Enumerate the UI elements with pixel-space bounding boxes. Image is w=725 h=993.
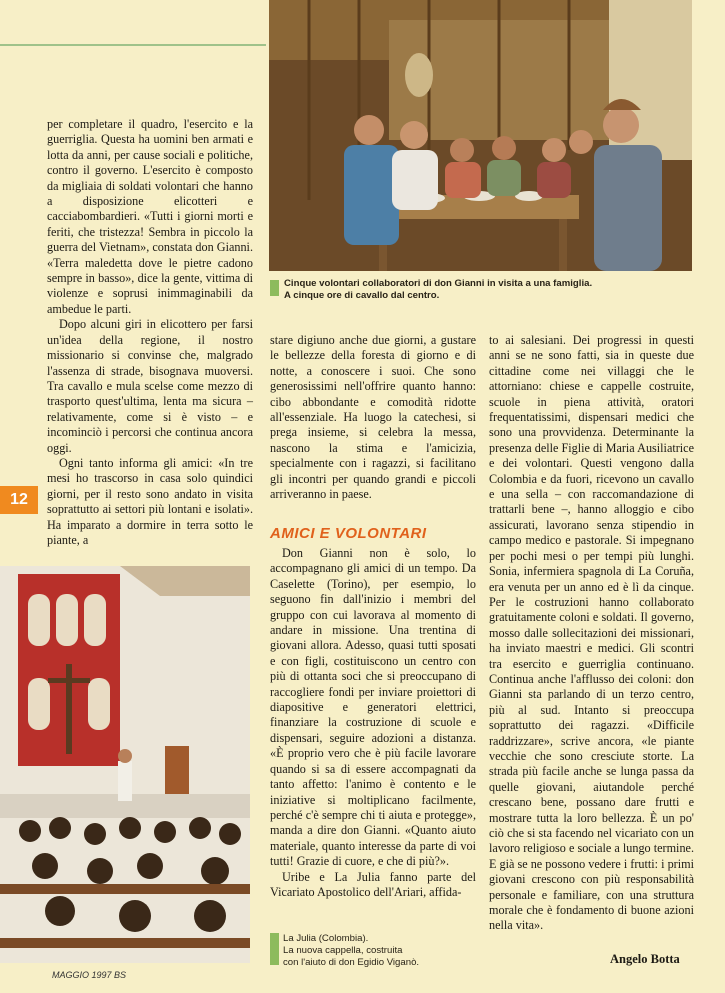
paragraph: Uribe e La Julia fanno parte del Vicariato Apostolico dell'Ariari, affida- bbox=[270, 869, 476, 899]
caption-line: A cinque ore di cavallo dal centro. bbox=[284, 290, 440, 301]
caption-marker bbox=[270, 280, 279, 296]
photo-volunteers-family bbox=[269, 0, 692, 271]
paragraph: Ogni tanto informa gli amici: «In tre mesi ho trascorso in casa solo quindici giorni, per il resto sono andato in visita soprattutto ai settori più lontani e isolati». Ha imparato a dormire in terra sotto le piante, a bbox=[47, 455, 253, 547]
paragraph: stare digiuno anche due giorni, a gustare le bellezze della foresta di giorno e di notte, a conoscere i suoi. Che sono generosissimi nell'offrire quanto hanno: cibo abbondante e comodità ridotte all'essenziale. Ha luogo la catechesi, si prega insieme, si celebra la messa, nascono la stima e l'amicizia, specialmente con i ragazzi, si facilitano gli incontri per quando grandi e piccoli arriveranno in paese. bbox=[270, 333, 476, 502]
photo-top-caption bbox=[284, 278, 704, 302]
caption-line: La nuova cappella, costruita bbox=[283, 945, 403, 956]
caption-line: Cinque volontari collaboratori di don Gianni in visita a una famiglia. bbox=[284, 278, 593, 289]
paragraph: Don Gianni non è solo, lo accompagnano gli amici di un tempo. Da Caselette (Torino), per esempio, lo seguono fin dall'inizio i membri del gruppo con cui lavorava al momento di andare in missione. Una trentina di giovani allora. Adesso, quasi tutti sposati e con figli, costituiscono un centro con più di ottanta soci che si preoccupano di raccogliere fondi per inviare proiettori di diapositive e generatori elettrici, finanziare la costruzione di scuole e dispensari, seguire adozioni a distanza. «È proprio vero che è più facile lavorare quando si sa di essere accompagnati da tanto affetto: l'animo è contento e le iniziative si moltiplicano facilmente, perché c'è sempre chi ti aiuta e protegge», manda a dire don Gianni. «Quanto aiuto materiale, quanto interesse da parte di voi tutti! Grazie di cuore, e che di più?». bbox=[270, 546, 476, 869]
page-number-badge: 12 bbox=[0, 486, 38, 514]
photo-chapel-interior bbox=[0, 566, 250, 963]
page-footer: MAGGIO 1997 BS bbox=[52, 970, 127, 980]
paragraph: Dopo alcuni giri in elicottero per farsi un'idea della regione, il nostro missionario si convinse che, malgrado l'assenza di strade, bisognava muoversi. Tra cavallo e mula scelse come mezzo di trasporto quest'ultima, lenta ma sicura – relativamente, come si è visto – e incominciò i percorsi che continua ancora oggi. bbox=[47, 317, 253, 455]
caption-line: La Julia (Colombia). bbox=[283, 933, 369, 944]
text-column-1 bbox=[47, 117, 253, 548]
top-green-rule bbox=[0, 44, 266, 46]
section-heading: AMICI E VOLONTARI bbox=[270, 525, 427, 542]
text-column-2-top bbox=[270, 333, 476, 502]
photo-bottom-caption bbox=[283, 933, 483, 969]
text-column-2-bottom bbox=[270, 546, 476, 900]
paragraph: per completare il quadro, l'esercito e la guerriglia. Questa ha uomini ben armati e lotta da anni, per cause sociali e politiche, contro il governo. L'esercito è composto da migliaia di soldati volontari che hanno a disposizione elicotteri e cacciabombardieri. «Tutti i giorni morti e feriti, che tristezza! Sembra in piccolo la guerra del Vietnam», constata don Gianni. «Terra maledetta dove le pietre cadono sempre in basso», dice la gente, vittima di violenze e soprusi inimmaginabili da ambedue le parti. bbox=[47, 117, 253, 316]
author-signature: Angelo Botta bbox=[610, 952, 680, 966]
caption-marker bbox=[270, 933, 279, 965]
paragraph: to ai salesiani. Dei progressi in questi anni se ne sono fatti, sia in queste due cittadine come nei villaggi che le attorniano: chiese e cappelle costruite, scuole in piena attività, oratori frequentatissimi, dispensari medici che sono una provvidenza. Determinante la presenza delle Figlie di Maria Ausiliatrice e dei volontari. Questi vengono dalla Colombia e da fuori, ricevono un cavallo e una sella – con raccomandazione di trattarli bene –, hanno alloggio e cibo assicurati, lavorano senza stipendio in campo medico e pastorale. Si impegnano per pochi mesi o per tempi più lunghi. Sonia, infermiera spagnola di La Coruña, era venuta per un anno ed è lì da cinque. Per le costruzioni hanno collaborato gratuitamente coloni e soldati. Il governo, mosso dalle sollecitazioni dei missionari, ha inviato maestri e medici. Gli scontri tra esercito e guerriglia continuano. Continua anche l'afflusso dei coloni: don Gianni sta parlando di un terzo centro, più al sud. Intanto si preoccupa soprattutto dei ragazzi. «Difficile raddrizzare», scrive ancora, «le piante vecchie che sono cresciute storte. La strada più facile anche se lunga passa da quelle giovani, aiutandole perché crescano bene, possano dare frutti e mostrare tutta la loro bellezza. È un po' ciò che si sta facendo nel vicariato con un lavoro religioso e sociale a lungo termine. E già se ne possono vedere i frutti: i primi giovani crescono con più responsabilità personale e familiare, con una struttura morale che è fondamento di buone azioni nella vita». bbox=[489, 333, 694, 933]
caption-line: con l'aiuto di don Egidio Viganò. bbox=[283, 957, 420, 968]
text-column-3 bbox=[489, 333, 694, 934]
